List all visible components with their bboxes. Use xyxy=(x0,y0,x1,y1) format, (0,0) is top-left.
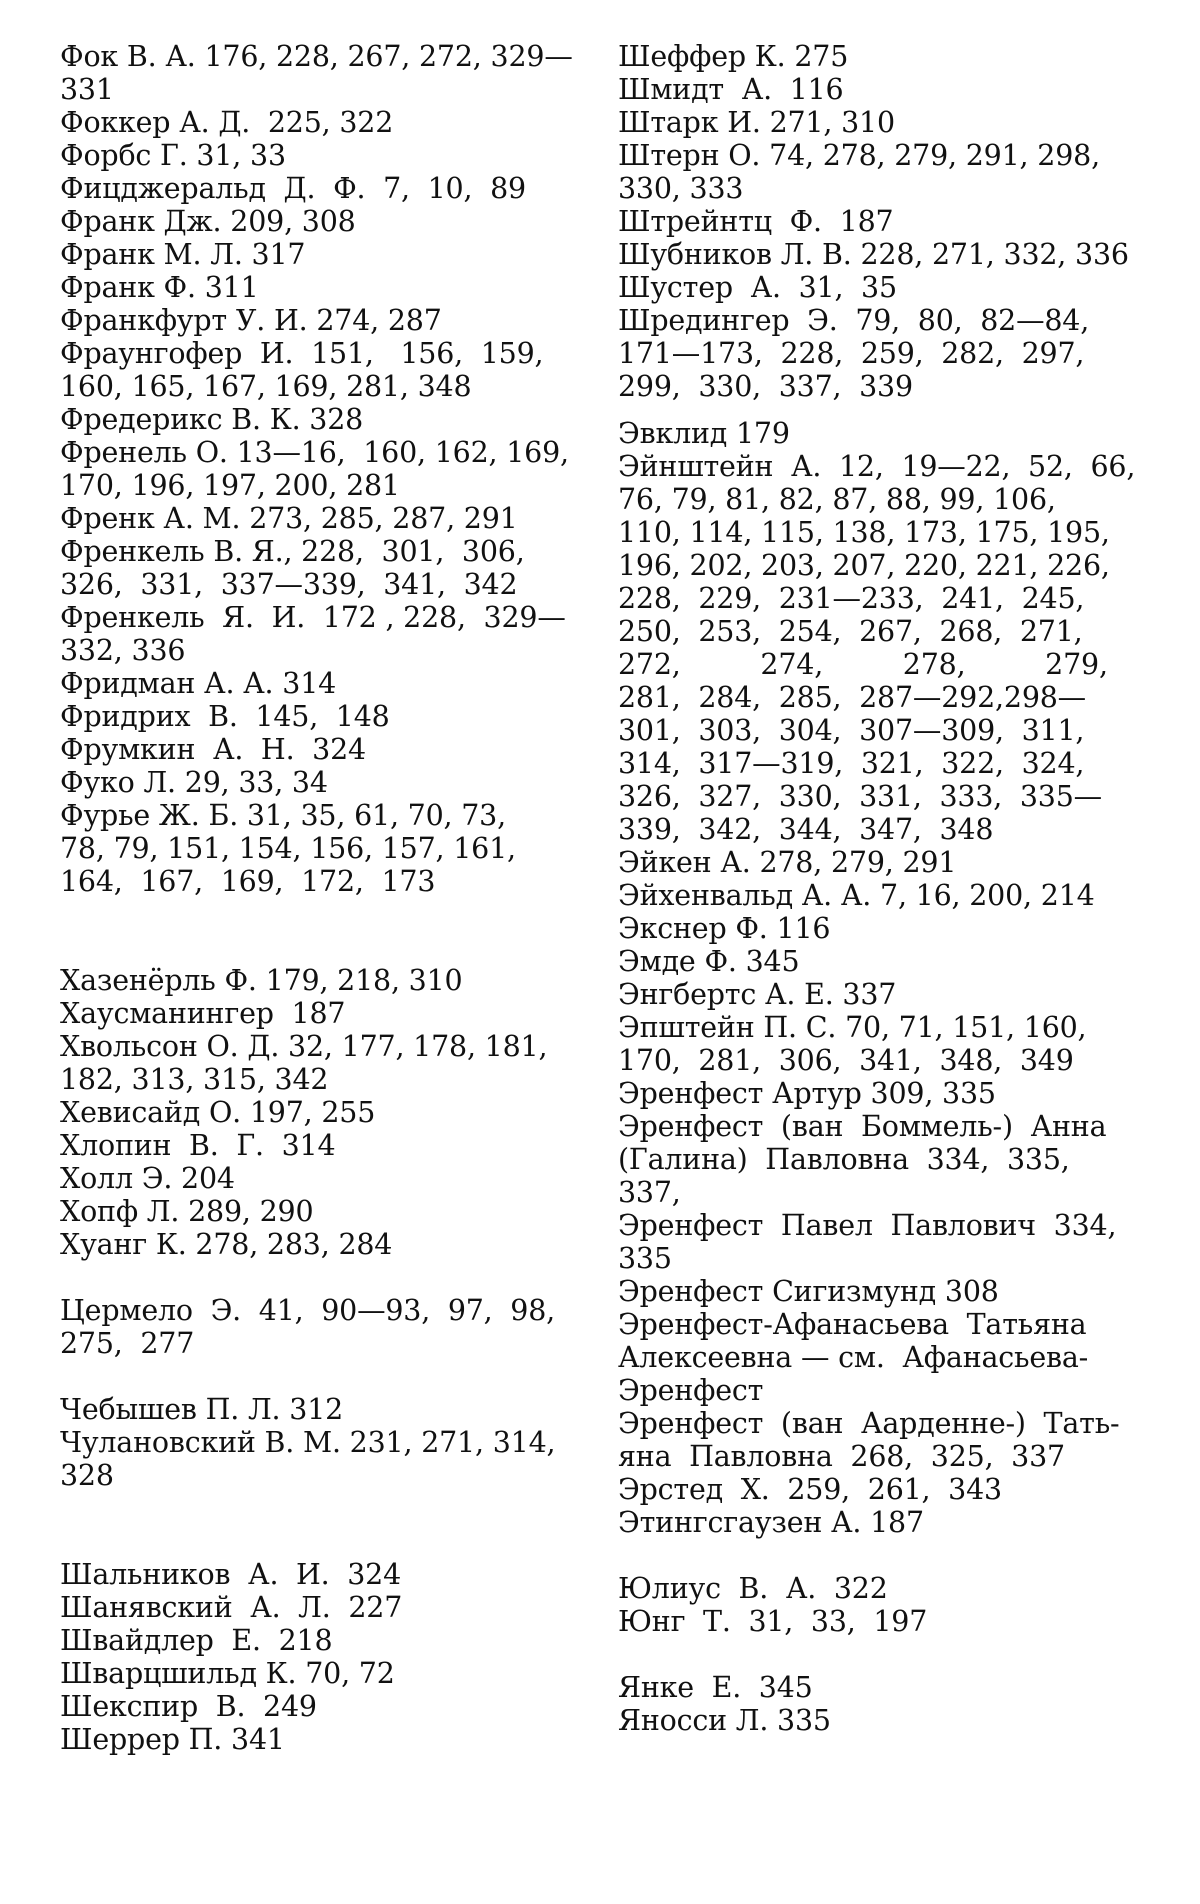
index-entry-line: Эйхенвальд А. А. 7, 16, 200, 214 xyxy=(618,879,1095,912)
index-entry xyxy=(60,238,580,271)
index-entry xyxy=(618,1407,1138,1473)
index-entry-line: Фридман А. А. 314 xyxy=(60,667,337,700)
index-entry-line: Эренфест (ван Боммель-) Анна xyxy=(618,1110,1107,1143)
index-entry-line: 170, 196, 197, 200, 281 xyxy=(60,469,400,502)
index-entry xyxy=(618,1572,1138,1605)
index-entry xyxy=(618,1506,1138,1539)
index-entry-line: 78, 79, 151, 154, 156, 157, 161, xyxy=(60,832,516,865)
index-entry-line: 281, 284, 285, 287—292,298— xyxy=(618,681,1086,714)
index-entry-line: 314, 317—319, 321, 322, 324, xyxy=(618,747,1085,780)
index-entry xyxy=(60,700,580,733)
index-entry-line: Холл Э. 204 xyxy=(60,1162,235,1195)
index-entry-line: 326, 331, 337—339, 341, 342 xyxy=(60,568,518,601)
index-entry xyxy=(60,1096,580,1129)
index-entry-line: Эренфест Артур 309, 335 xyxy=(618,1077,996,1110)
index-entry-line: Алексеевна — см. Афанасьева- xyxy=(618,1341,1089,1374)
index-entry xyxy=(60,1624,580,1657)
index-entry-line: 182, 313, 315, 342 xyxy=(60,1063,329,1096)
index-entry-line: Франк Дж. 209, 308 xyxy=(60,205,356,238)
index-entry-line: Швайдлер Е. 218 xyxy=(60,1624,333,1657)
index-entry-line: Юлиус В. А. 322 xyxy=(618,1572,888,1605)
index-entry xyxy=(618,1473,1138,1506)
index-entry-line: Шекспир В. 249 xyxy=(60,1690,317,1723)
index-entry-line: 301, 303, 304, 307—309, 311, xyxy=(618,714,1085,747)
index-entry xyxy=(60,535,580,601)
index-entry-line: Форбс Г. 31, 33 xyxy=(60,139,286,172)
index-entry-line: Эренфест-Афанасьева Татьяна xyxy=(618,1308,1087,1341)
index-entry-line: Эренфест xyxy=(618,1374,764,1407)
index-entry-line: Френк А. М. 273, 285, 287, 291 xyxy=(60,502,518,535)
index-entry-line: 272, 274, 278, 279, xyxy=(618,648,1108,681)
index-entry xyxy=(60,337,580,403)
index-entry xyxy=(618,1077,1138,1110)
index-entry-line: Френкель Я. И. 172 , 228, 329— xyxy=(60,601,566,634)
index-entry xyxy=(60,1591,580,1624)
index-entry xyxy=(618,912,1138,945)
index-entry-line: Фрумкин А. Н. 324 xyxy=(60,733,366,766)
index-entry-line: Эпштейн П. С. 70, 71, 151, 160, xyxy=(618,1011,1087,1044)
index-entry xyxy=(618,205,1138,238)
index-entry-line: Шварцшильд К. 70, 72 xyxy=(60,1657,395,1690)
index-entry xyxy=(60,799,580,898)
index-entry-line: Шмидт А. 116 xyxy=(618,73,844,106)
index-entry xyxy=(618,1110,1138,1209)
index-entry xyxy=(60,1294,580,1360)
index-entry-line: Эрстед Х. 259, 261, 343 xyxy=(618,1473,1002,1506)
index-entry-line: 110, 114, 115, 138, 173, 175, 195, xyxy=(618,516,1110,549)
index-entry-line: 171—173, 228, 259, 282, 297, xyxy=(618,337,1085,370)
index-entry xyxy=(618,1209,1138,1275)
index-entry-line: Хаусманингер 187 xyxy=(60,997,346,1030)
index-entry-line: Шеффер К. 275 xyxy=(618,40,849,73)
index-entry-line: 275, 277 xyxy=(60,1327,195,1360)
index-entry xyxy=(60,1162,580,1195)
index-entry-line: Эйнштейн А. 12, 19—22, 52, 66, xyxy=(618,450,1136,483)
index-entry-line: (Галина) Павловна 334, 335, xyxy=(618,1143,1070,1176)
index-entry xyxy=(60,1030,580,1096)
index-entry-line: Френель О. 13—16, 160, 162, 169, xyxy=(60,436,569,469)
index-entry xyxy=(618,1605,1138,1638)
index-column-left xyxy=(60,40,580,1756)
index-entry-line: Фраунгофер И. 151, 156, 159, xyxy=(60,337,544,370)
index-entry-line: Яносси Л. 335 xyxy=(618,1704,831,1737)
index-entry xyxy=(60,502,580,535)
index-entry xyxy=(60,271,580,304)
index-entry-line: Франкфурт У. И. 274, 287 xyxy=(60,304,442,337)
index-entry-line: Чебышев П. Л. 312 xyxy=(60,1393,344,1426)
index-entry-line: Юнг Т. 31, 33, 197 xyxy=(618,1605,928,1638)
index-entry-line: 228, 229, 231—233, 241, 245, xyxy=(618,582,1085,615)
index-entry xyxy=(618,304,1138,403)
index-entry-line: 164, 167, 169, 172, 173 xyxy=(60,865,436,898)
index-entry xyxy=(60,172,580,205)
index-entry-line: Хевисайд О. 197, 255 xyxy=(60,1096,376,1129)
index-entry-line: Эйкен А. 278, 279, 291 xyxy=(618,846,957,879)
index-entry xyxy=(618,106,1138,139)
index-entry xyxy=(60,436,580,502)
index-entry xyxy=(60,304,580,337)
index-entry-line: Шальников А. И. 324 xyxy=(60,1558,402,1591)
index-entry-line: Фицджеральд Д. Ф. 7, 10, 89 xyxy=(60,172,526,205)
index-entry-line: Этингсгаузен А. 187 xyxy=(618,1506,924,1539)
index-entry xyxy=(60,40,580,106)
index-entry-line: яна Павловна 268, 325, 337 xyxy=(618,1440,1065,1473)
index-entry-line: 250, 253, 254, 267, 268, 271, xyxy=(618,615,1083,648)
index-entry xyxy=(618,139,1138,205)
index-entry xyxy=(60,1657,580,1690)
index-entry-line: Хвольсон О. Д. 32, 177, 178, 181, xyxy=(60,1030,548,1063)
index-entry-line: Фок В. А. 176, 228, 267, 272, 329— xyxy=(60,40,573,73)
index-entry xyxy=(618,846,1138,879)
index-entry-line: Фурье Ж. Б. 31, 35, 61, 70, 73, xyxy=(60,799,506,832)
index-entry-line: 337, xyxy=(618,1176,681,1209)
index-entry xyxy=(60,997,580,1030)
index-entry xyxy=(618,1704,1138,1737)
index-entry-line: Шеррер П. 341 xyxy=(60,1723,285,1756)
index-entry-line: Хопф Л. 289, 290 xyxy=(60,1195,314,1228)
index-entry-line: 331 xyxy=(60,73,114,106)
index-entry-line: Штерн О. 74, 278, 279, 291, 298, xyxy=(618,139,1100,172)
index-entry xyxy=(618,1275,1138,1308)
index-entry xyxy=(618,40,1138,73)
index-entry-line: 328 xyxy=(60,1459,114,1492)
index-entry-line: Экснер Ф. 116 xyxy=(618,912,831,945)
index-entry-line: Хлопин В. Г. 314 xyxy=(60,1129,336,1162)
index-entry xyxy=(618,271,1138,304)
index-entry-line: Фоккер А. Д. 225, 322 xyxy=(60,106,394,139)
index-entry-line: Эренфест Павел Павлович 334, xyxy=(618,1209,1117,1242)
index-entry xyxy=(60,1426,580,1492)
index-entry xyxy=(618,417,1138,450)
index-entry xyxy=(618,73,1138,106)
index-entry xyxy=(618,450,1138,846)
index-entry-line: Шанявский А. Л. 227 xyxy=(60,1591,403,1624)
index-entry-line: Штарк И. 271, 310 xyxy=(618,106,895,139)
index-entry xyxy=(618,238,1138,271)
index-entry-line: 326, 327, 330, 331, 333, 335— xyxy=(618,780,1102,813)
index-entry xyxy=(60,1690,580,1723)
index-entry xyxy=(60,1723,580,1756)
index-entry-line: Эренфест (ван Аарденне-) Тать- xyxy=(618,1407,1120,1440)
index-entry-line: 299, 330, 337, 339 xyxy=(618,370,913,403)
index-entry-line: Эвклид 179 xyxy=(618,417,790,450)
index-entry-line: Франк Ф. 311 xyxy=(60,271,259,304)
index-entry-line: Эренфест Сигизмунд 308 xyxy=(618,1275,999,1308)
index-entry-line: 339, 342, 344, 347, 348 xyxy=(618,813,994,846)
index-entry xyxy=(60,403,580,436)
index-entry-line: Фуко Л. 29, 33, 34 xyxy=(60,766,328,799)
index-entry-line: Янке Е. 345 xyxy=(618,1671,813,1704)
index-entry-line: Шредингер Э. 79, 80, 82—84, xyxy=(618,304,1090,337)
index-entry-line: Эмде Ф. 345 xyxy=(618,945,800,978)
index-entry xyxy=(60,1195,580,1228)
index-entry-line: 170, 281, 306, 341, 348, 349 xyxy=(618,1044,1074,1077)
index-entry-line: 332, 336 xyxy=(60,634,186,667)
index-entry-line: Френкель В. Я., 228, 301, 306, xyxy=(60,535,525,568)
index-entry-line: 196, 202, 203, 207, 220, 221, 226, xyxy=(618,549,1110,582)
index-entry xyxy=(60,1129,580,1162)
index-entry xyxy=(618,1011,1138,1077)
index-entry-line: Фредерикс В. К. 328 xyxy=(60,403,364,436)
index-entry xyxy=(60,1558,580,1591)
index-entry-line: Штрейнтц Ф. 187 xyxy=(618,205,894,238)
index-entry-line: Шубников Л. В. 228, 271, 332, 336 xyxy=(618,238,1129,271)
index-entry xyxy=(60,766,580,799)
index-entry-line: 76, 79, 81, 82, 87, 88, 99, 106, xyxy=(618,483,1056,516)
index-entry xyxy=(60,139,580,172)
index-entry xyxy=(618,978,1138,1011)
index-entry xyxy=(618,879,1138,912)
index-column-right xyxy=(618,40,1138,1737)
index-entry-line: Хуанг К. 278, 283, 284 xyxy=(60,1228,393,1261)
index-entry xyxy=(618,1671,1138,1704)
index-entry-line: Шустер А. 31, 35 xyxy=(618,271,897,304)
index-entry xyxy=(60,733,580,766)
index-entry xyxy=(618,1308,1138,1407)
index-entry-line: 160, 165, 167, 169, 281, 348 xyxy=(60,370,472,403)
index-entry-line: Энгбертс А. Е. 337 xyxy=(618,978,897,1011)
index-entry xyxy=(618,945,1138,978)
index-entry-line: Чулановский В. М. 231, 271, 314, xyxy=(60,1426,556,1459)
index-entry xyxy=(60,205,580,238)
index-entry-line: 335 xyxy=(618,1242,672,1275)
index-entry-line: Фридрих В. 145, 148 xyxy=(60,700,390,733)
index-entry xyxy=(60,1228,580,1261)
index-entry xyxy=(60,106,580,139)
index-entry xyxy=(60,964,580,997)
index-entry-line: Цермело Э. 41, 90—93, 97, 98, xyxy=(60,1294,555,1327)
index-entry-line: Франк М. Л. 317 xyxy=(60,238,306,271)
index-entry xyxy=(60,601,580,667)
index-entry xyxy=(60,667,580,700)
index-entry-line: 330, 333 xyxy=(618,172,744,205)
index-entry xyxy=(60,1393,580,1426)
index-entry-line: Хазенёрль Ф. 179, 218, 310 xyxy=(60,964,463,997)
